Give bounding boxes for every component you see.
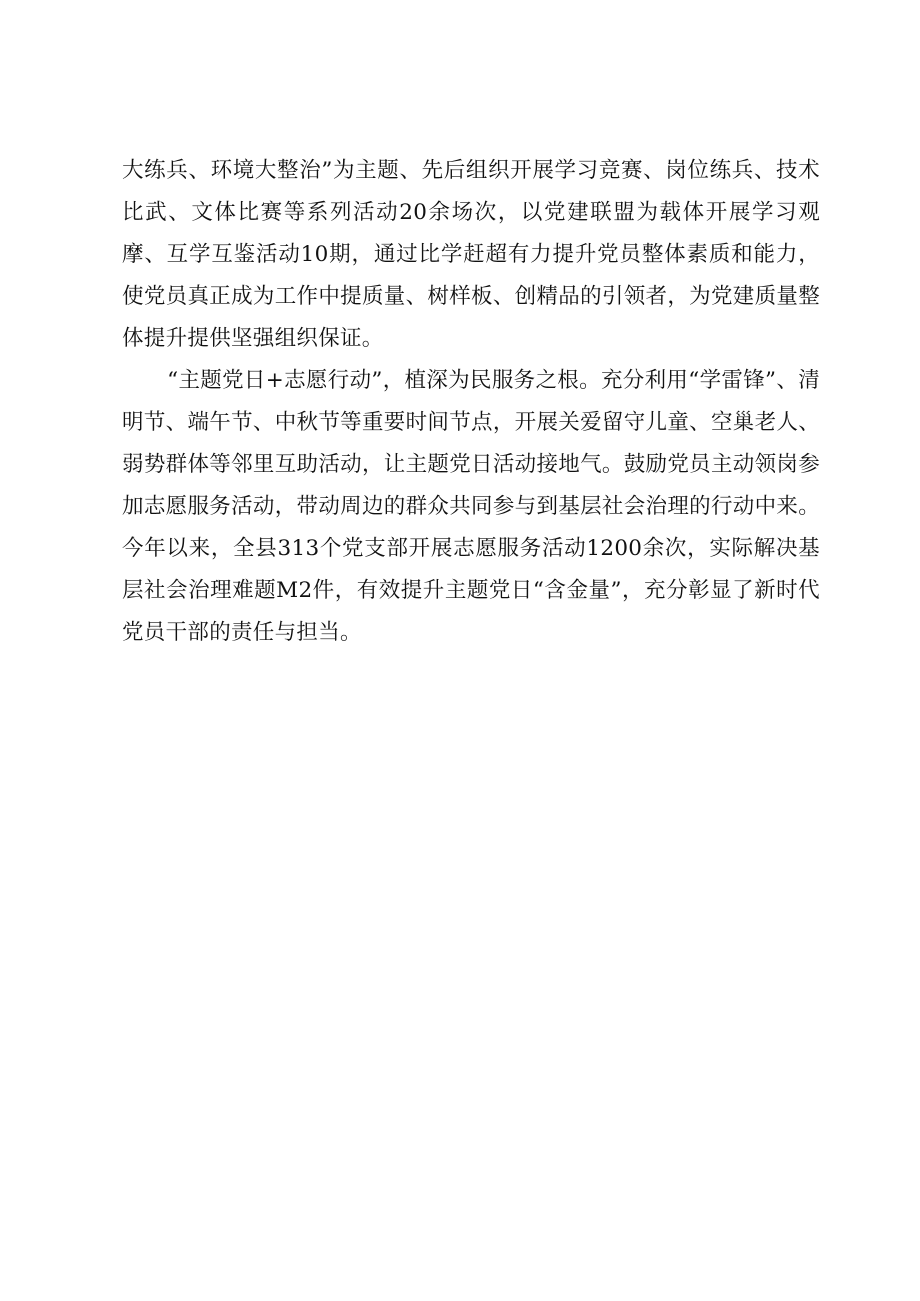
document-body <box>122 150 820 654</box>
paragraph-continuation: 大练兵、环境大整治”为主题、先后组织开展学习竞赛、岗位练兵、技术比武、文体比赛等系列活动20余场次，以党建联盟为载体开展学习观摩、互学互鉴活动10期，通过比学赶超有力提升党员整体素质和能力，使党员真正成为工作中提质量、树样板、创精品的引领者，为党建质量整体提升提供坚强组织保证。 <box>122 158 820 351</box>
paragraph-theme-party-day-volunteer: “主题党日+志愿行动”，植深为民服务之根。充分利用“学雷锋”、清明节、端午节、中秋节等重要时间节点，开展关爱留守儿童、空巢老人、弱势群体等邻里互助活动，让主题党日活动接地气。鼓励党员主动领岗参加志愿服务活动，带动周边的群众共同参与到基层社会治理的行动中来。今年以来，全县313个党支部开展志愿服务活动1200余次，实际解决基层社会治理难题M2件，有效提升主题党日“含金量”，充分彰显了新时代党员干部的责任与担当。 <box>122 368 820 645</box>
